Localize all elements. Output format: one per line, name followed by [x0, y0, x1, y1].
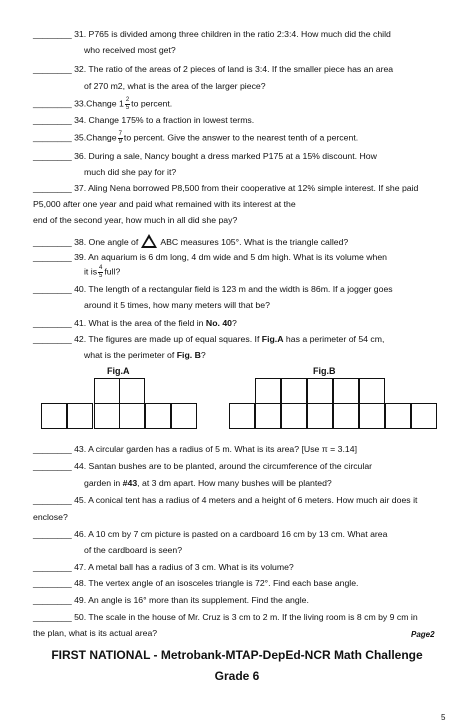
q38: [33, 234, 348, 248]
fig-b-square: [307, 403, 333, 429]
q36-line1: ________ 36. During a sale, Nancy bought a dress marked P175 at a 15% discount. How: [33, 151, 377, 161]
fig-b-square: [359, 403, 385, 429]
q44-line2: [84, 478, 332, 489]
q43: ________ 43. A circular garden has a radius of 5 m. What is its area? [Use π = 3.14]: [33, 444, 357, 454]
q35-prefix: ________ 35.Change: [33, 132, 117, 143]
fig-b-square: [281, 378, 307, 404]
q35-fraction: $\frac{7}{9}$: [118, 131, 122, 145]
fig-a-square: [94, 378, 120, 404]
q39-prefix: it is: [84, 266, 98, 277]
fig-b-square: [255, 378, 281, 404]
q32-line1: ________ 32. The ratio of the areas of 2 pieces of land is 3:4. If the smaller piece has an area: [33, 64, 394, 74]
q40-line2: around it 5 times, how many meters will that be?: [84, 300, 270, 310]
q46-line1: ________ 46. A 10 cm by 7 cm picture is pasted on a cardboard 16 cm by 13 cm. What area: [33, 529, 388, 539]
q42-line2: [84, 350, 206, 361]
footer-grade: Grade 6: [214, 669, 260, 683]
triangle-icon: [141, 234, 157, 248]
q42-fig-a-ref: Fig.A: [261, 334, 284, 344]
fig-b-square: [385, 403, 411, 429]
fig-b-square: [229, 403, 255, 429]
q42-fig-b-ref: Fig. B: [176, 350, 201, 360]
q44-prefix: garden in: [84, 478, 121, 488]
fig-a-square: [94, 403, 120, 429]
q42-line1: [33, 334, 384, 345]
page-number: 5: [441, 713, 446, 722]
q44-line1: ________ 44. Santan bushes are to be planted, around the circumference of the circular: [33, 461, 373, 471]
q33-prefix: ________ 33.Change 1: [33, 98, 124, 109]
q40-line1: ________ 40. The length of a rectangular field is 123 m and the width is 86m. If a jogger goes: [33, 284, 393, 294]
q38-prefix: ________ 38. One angle of: [33, 237, 139, 247]
q42-line2-prefix: what is the perimeter of: [84, 350, 175, 360]
q37-line2: P5,000 after one year and paid what remained with its interest at the: [33, 199, 296, 209]
q46-line2: of the cardboard is seen?: [84, 545, 183, 555]
q37-line1: ________ 37. Aling Nena borrowed P8,500 from their cooperative at 12% simple interest. If she paid: [33, 183, 419, 193]
q45-line1: ________ 45. A conical tent has a radius of 4 meters and a height of 6 meters. How much air does it: [33, 495, 418, 505]
fig-b-label: Fig.B: [313, 366, 336, 376]
fig-a-square: [41, 403, 67, 429]
q33-suffix: to percent.: [131, 98, 173, 109]
q31-line2: who received most get?: [84, 45, 176, 55]
q47: ________ 47. A metal ball has a radius of 3 cm. What is its volume?: [33, 562, 294, 572]
fig-b-square: [359, 378, 385, 404]
q39-fraction: $\frac{4}{5}$: [99, 265, 103, 279]
q38-suffix: ABC measures 105°. What is the triangle called?: [160, 237, 349, 247]
page-tag: Page2: [411, 630, 435, 639]
q42-line2-suffix: ?: [200, 350, 206, 360]
fig-a-square: [119, 403, 145, 429]
q48: ________ 48. The vertex angle of an isosceles triangle is 72°. Find each base angle.: [33, 578, 359, 588]
fig-b-square: [333, 378, 359, 404]
q35: [33, 131, 358, 145]
q34: ________ 34. Change 175% to a fraction in lowest terms.: [33, 115, 255, 125]
q41-prefix: ________ 41. What is the area of the field in: [33, 318, 204, 328]
fig-a-square: [119, 378, 145, 404]
q50-line2: the plan, what is its actual area?: [33, 628, 158, 638]
fig-a-square: [67, 403, 93, 429]
q37-line3: end of the second year, how much in all did she pay?: [33, 215, 238, 225]
q32-line2: of 270 m2, what is the area of the larger piece?: [84, 81, 266, 91]
fig-b-square: [333, 403, 359, 429]
q33: [33, 97, 172, 111]
q42-prefix: ________ 42. The figures are made up of equal squares. If: [33, 334, 260, 344]
fig-b-square: [281, 403, 307, 429]
q39-line1: ________ 39. An aquarium is 6 dm long, 4 dm wide and 5 dm high. What is its volume when: [33, 252, 387, 262]
q39-line2: [84, 265, 120, 279]
footer-title: FIRST NATIONAL - Metrobank-MTAP-DepEd-NCR Math Challenge: [51, 648, 423, 662]
q50-line1: ________ 50. The scale in the house of Mr. Cruz is 3 cm to 2 m. If the living room is 8 cm by 9 cm in: [33, 612, 418, 622]
q36-line2: much did she pay for it?: [84, 167, 177, 177]
q41: [33, 318, 237, 329]
fig-b-square: [255, 403, 281, 429]
q44-suffix: , at 3 dm apart. How many bushes will be planted?: [137, 478, 332, 488]
fig-a-label: Fig.A: [107, 366, 130, 376]
q31-line1: ________ 31. P765 is divided among three children in the ratio 2:3:4. How much did the child: [33, 29, 391, 39]
q39-suffix: full?: [104, 266, 121, 277]
q44-reference: #43: [122, 478, 138, 488]
q42-suffix: has a perimeter of 54 cm,: [285, 334, 385, 344]
q35-suffix: to percent. Give the answer to the nearest tenth of a percent.: [123, 132, 359, 143]
q41-reference: No. 40: [205, 318, 232, 328]
q41-suffix: ?: [232, 318, 237, 328]
q45-line2: enclose?: [33, 512, 68, 522]
fig-a-square: [145, 403, 171, 429]
fig-b-square: [411, 403, 437, 429]
q49: ________ 49. An angle is 16° more than its supplement. Find the angle.: [33, 595, 309, 605]
q33-fraction: $\frac{2}{5}$: [125, 97, 130, 111]
fig-a-square: [171, 403, 197, 429]
fig-b-square: [307, 378, 333, 404]
